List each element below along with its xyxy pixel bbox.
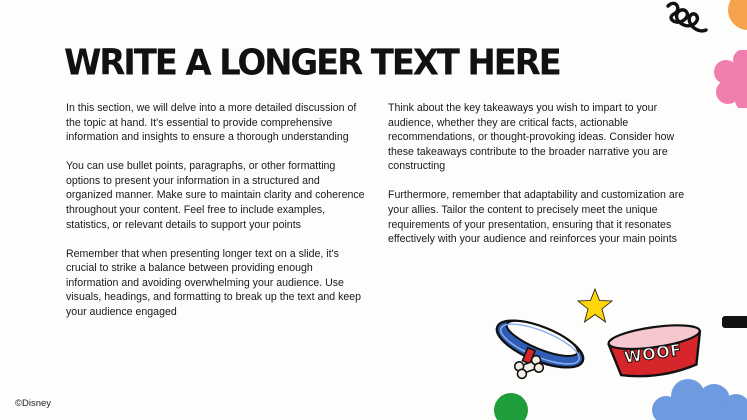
bowl-label: WOOF [622,340,683,367]
paragraph: Furthermore, remember that adaptability and customization are your allies. Tailor the content to precisely meet the unique requirements of your presentation, ensuring that it resonates effectively with your audience and reinforces your main points [388,189,685,246]
left-text-column [66,101,366,334]
blue-cloud-icon [648,378,747,420]
copyright-notice: ©Disney [15,398,52,409]
dog-bowl-icon [604,318,708,382]
paragraph: Think about the key takeaways you wish to impart to your audience, whether they are critical facts, actionable recommendations, or thought-provoking ideas. Consider how these takeaways contribute to the broader narrative you are constructing [388,102,675,173]
page-title: WRITE A LONGER TEXT HERE [64,42,560,84]
paragraph: You can use bullet points, paragraphs, or other formatting options to present your information in a structured and organized manner. Make sure to maintain clarity and coherence throughout your content. Feel free to include examples, statistics, or relevant details to support your points [66,160,365,231]
orange-circle-icon [722,0,747,30]
paragraph: In this section, we will delve into a more detailed discussion of the topic at hand. It's essential to provide comprehensive information and insights to ensure a thorough understanding [66,102,357,144]
paragraph: Remember that when presenting longer text on a slide, it's crucial to strike a balance between providing enough information and avoiding overwhelming your audience. Use visuals, headings, and formatting to break up the text and keep your audience engaged [66,247,362,318]
pink-flower-icon [710,50,747,108]
bone-tag-icon [512,354,546,380]
squiggle-icon [662,0,710,40]
black-bar-icon [722,314,747,330]
green-circle-icon [493,388,529,420]
right-text-column [388,101,688,261]
